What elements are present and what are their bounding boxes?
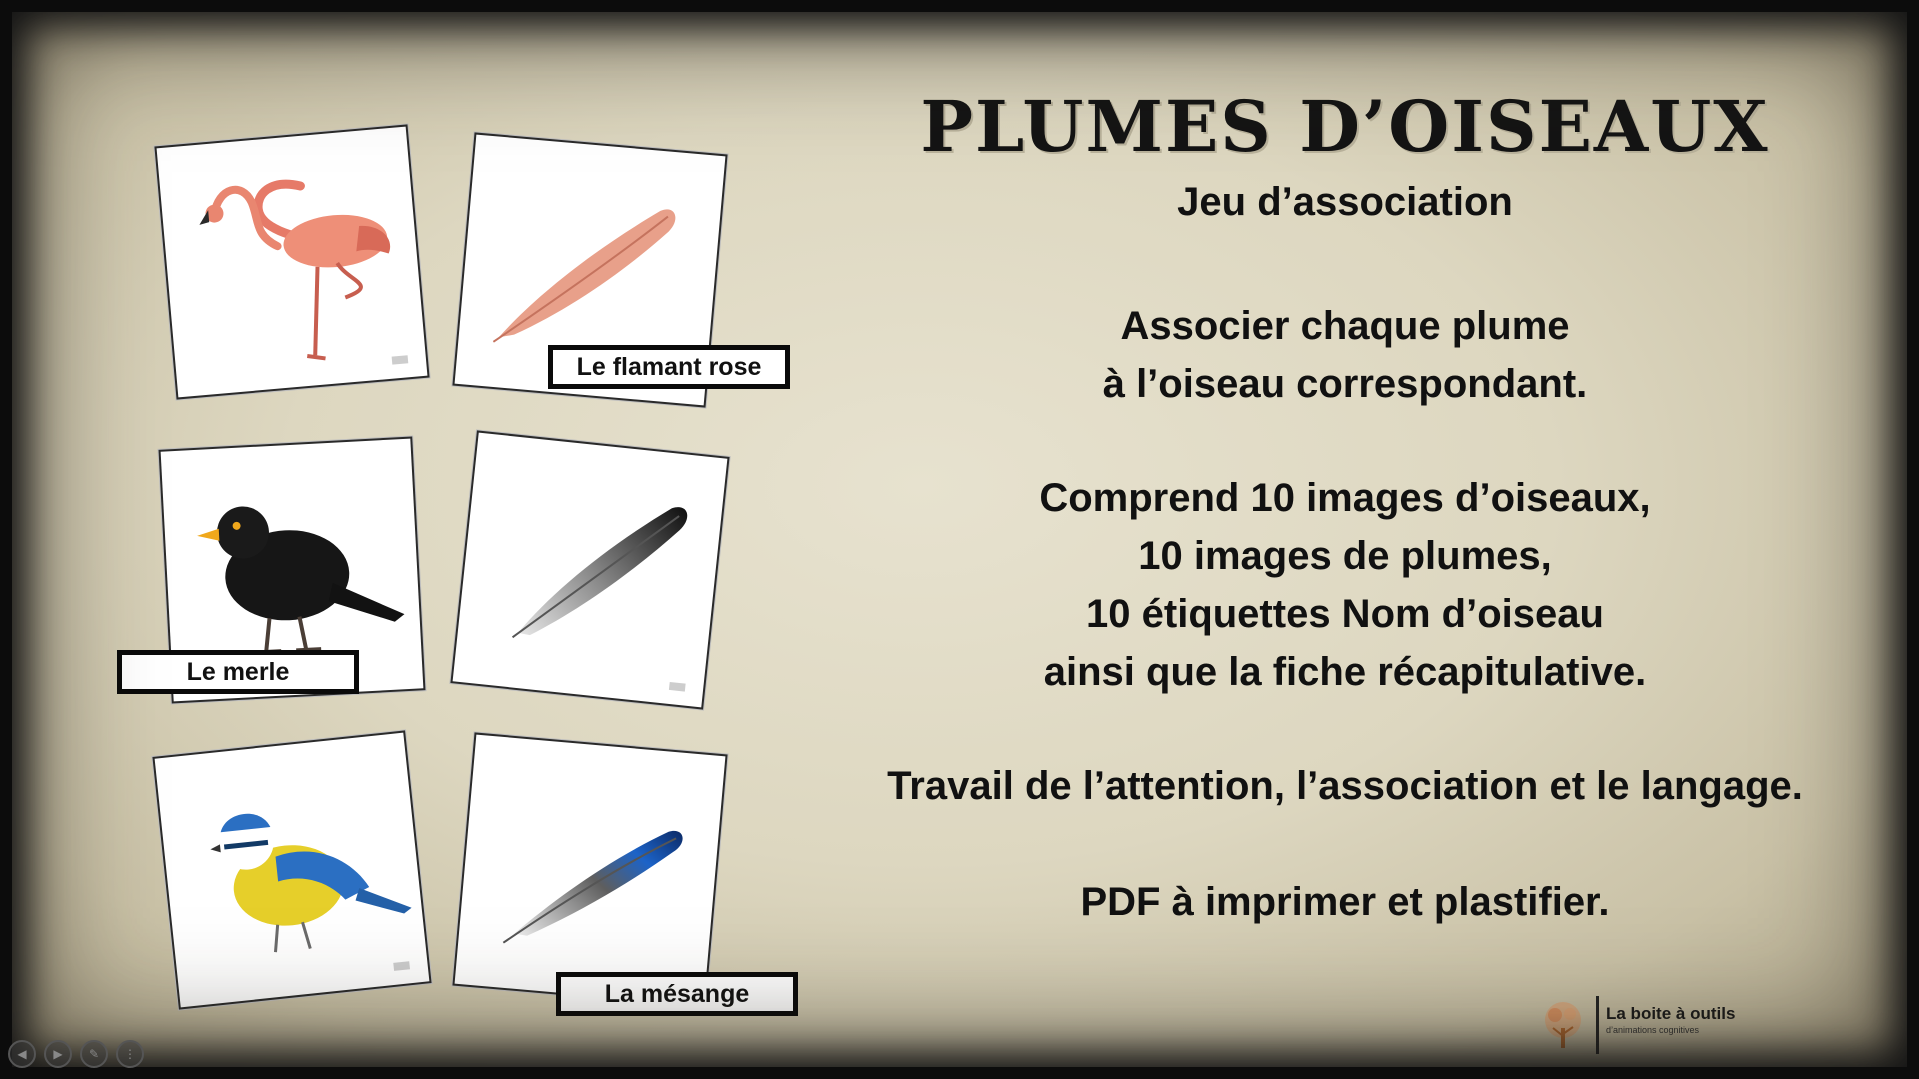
contents-line-2: 10 images de plumes, <box>1138 534 1552 578</box>
card-watermark <box>392 355 409 364</box>
contents-line-1: Comprend 10 images d’oiseaux, <box>1039 476 1651 520</box>
print-line: PDF à imprimer et plastifier. <box>1080 880 1610 924</box>
contents-line-4: ainsi que la fiche récapitulative. <box>1043 650 1647 694</box>
logo-title: La boite à outils <box>1606 1004 1736 1023</box>
card-blackbird-feather[interactable] <box>453 433 728 708</box>
card-flamingo[interactable] <box>157 127 428 398</box>
label-flamingo[interactable]: Le flamant rose <box>548 345 790 389</box>
next-icon[interactable]: ▶ <box>44 1040 72 1068</box>
blue-feather-icon <box>455 735 726 1006</box>
instruction-line-2: à l’oiseau correspondant. <box>1102 362 1588 406</box>
prev-icon[interactable]: ◀ <box>8 1040 36 1068</box>
card-blue-tit[interactable] <box>155 733 430 1008</box>
card-blue-tit-feather[interactable] <box>455 735 726 1006</box>
card-watermark <box>393 961 410 971</box>
logo-divider <box>1596 996 1599 1054</box>
logo-subtitle: d’animations cognitives <box>1606 1025 1700 1035</box>
contents-line-3: 10 étiquettes Nom d’oiseau <box>1086 592 1604 636</box>
menu-icon[interactable]: ⋮ <box>116 1040 144 1068</box>
page-title: PLUMES D’OISEAUX <box>920 85 1770 168</box>
instruction-line-1: Associer chaque plume <box>1120 304 1570 348</box>
blue-tit-icon <box>155 733 430 1008</box>
tree-logo-icon <box>1538 1000 1588 1052</box>
flamingo-icon <box>157 127 428 398</box>
black-feather-icon <box>453 433 728 708</box>
card-watermark <box>669 682 686 692</box>
skills-line: Travail de l’attention, l’association et le langage. <box>887 764 1803 808</box>
pen-icon[interactable]: ✎ <box>80 1040 108 1068</box>
logo <box>1538 996 1778 1058</box>
label-blue-tit[interactable]: La mésange <box>556 972 798 1016</box>
subtitle: Jeu d’association <box>1177 180 1513 224</box>
presentation-nav <box>8 1040 144 1070</box>
label-blackbird[interactable]: Le merle <box>117 650 359 694</box>
